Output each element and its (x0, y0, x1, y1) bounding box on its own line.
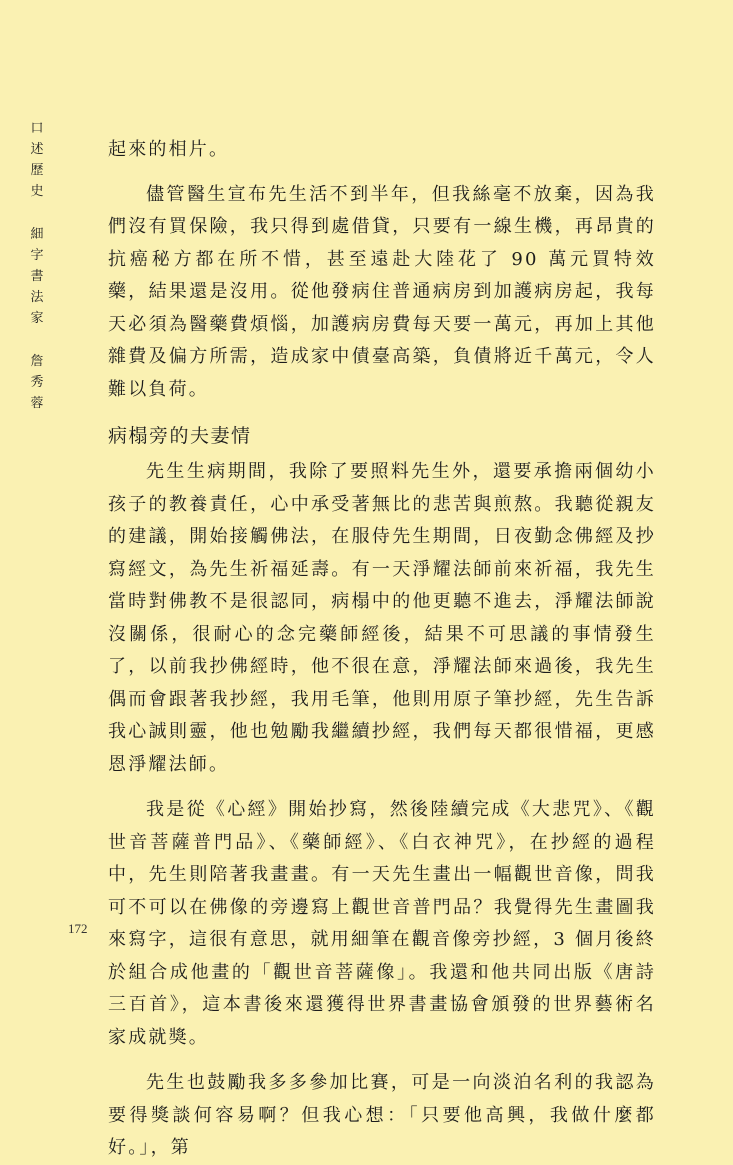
page-number: 172 (68, 921, 88, 936)
running-head-char: 家 (30, 311, 44, 326)
body-paragraph: 儘管醫生宣布先生活不到半年，但我絲毫不放棄，因為我們沒有買保險，我只得到處借貸，只要有一線生機，再昂貴的抗癌秘方都在所不惜，甚至遠赴大陸花了 90 萬元買特效藥，結果還是沒用。從他發病住普通病房到加護病房起，我每天必須為醫藥費煩惱，加護病房費每天要一萬元，再加上其他雜費及偏方所需，造成家中債臺高築，負債將近千萬元，令人難以負荷。 (108, 183, 656, 400)
page-body (108, 134, 656, 1165)
body-paragraph: 先生也鼓勵我多多參加比賽，可是一向淡泊名利的我認為要得獎談何容易啊？但我心想：「只要他高興，我做什麼都好。」，第 (108, 1072, 656, 1158)
section-heading: 病榻旁的夫妻情 (108, 425, 252, 447)
running-head-char: 秀 (30, 375, 44, 390)
running-head-char: 細 (30, 227, 44, 242)
running-head-char: 書 (30, 269, 44, 284)
running-head-gap (28, 202, 46, 224)
running-head-char: 史 (30, 184, 44, 199)
running-head-gap (28, 329, 46, 351)
running-head-char: 口 (30, 121, 44, 136)
body-paragraph: 我是從《心經》開始抄寫，然後陸續完成《大悲咒》、《觀世音菩薩普門品》、《藥師經》、《白衣神咒》，在抄經的過程中，先生則陪著我畫畫。有一天先生畫出一幅觀世音像，問我可不可以在佛像的旁邊寫上觀世音普門品？我覺得先生畫圖我來寫字，這很有意思，就用細筆在觀音像旁抄經，3 個月後終於組合成他畫的「觀世音菩薩像」。我還和他共同出版《唐詩三百首》，這本書後來還獲得世界書畫協會頒發的世界藝術名家成就獎。 (108, 799, 656, 1048)
running-head-char: 蓉 (30, 396, 44, 411)
running-head-char: 字 (30, 248, 44, 263)
body-paragraph: 先生生病期間，我除了要照料先生外，還要承擔兩個幼小孩子的教養責任，心中承受著無比的悲苦與煎熬。我聽從親友的建議，開始接觸佛法，在服侍先生期間，日夜勤念佛經及抄寫經文，為先生祈福延壽。有一天淨耀法師前來祈福，我先生當時對佛教不是很認同，病榻中的他更聽不進去，淨耀法師說沒關係，很耐心的念完藥師經後，結果不可思議的事情發生了，以前我抄佛經時，他不很在意，淨耀法師來過後，我先生偶而會跟著我抄經，我用毛筆，他則用原子筆抄經，先生告訴我心誠則靈，他也勉勵我繼續抄經，我們每天都很惜福，更感恩淨耀法師。 (108, 461, 656, 775)
running-head-char: 法 (30, 290, 44, 305)
body-paragraph: 起來的相片。 (108, 139, 230, 160)
running-head-char: 述 (30, 142, 44, 157)
side-running-head (28, 118, 46, 414)
running-head-char: 詹 (30, 354, 44, 369)
running-head-char: 歷 (30, 163, 44, 178)
